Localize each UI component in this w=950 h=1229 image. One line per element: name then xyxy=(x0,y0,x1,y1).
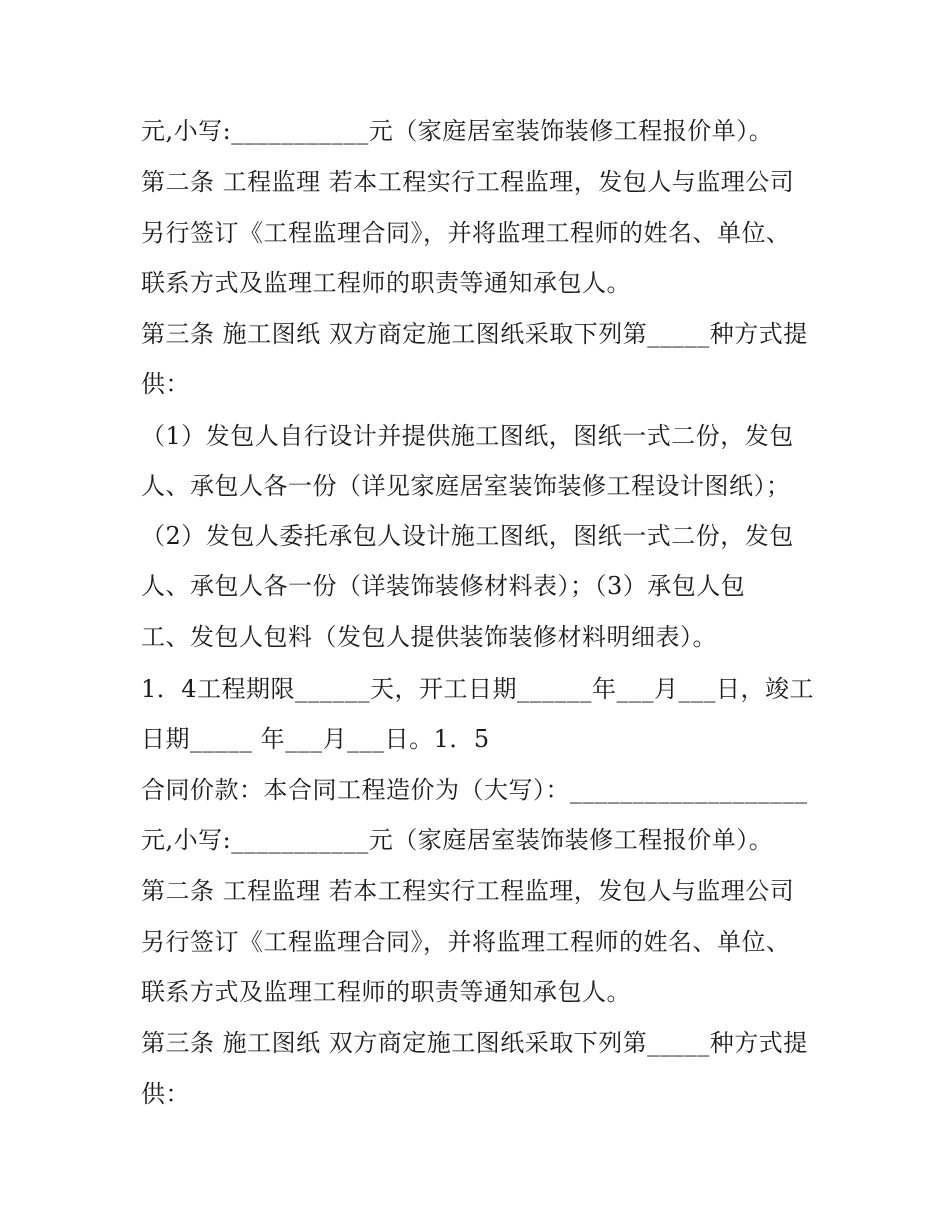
text-line: 1．4工程期限______天，开工日期______年___月___日，竣工 xyxy=(141,675,815,703)
text-line: 人、承包人各一份（详装饰装修材料表）；（3）承包人包 xyxy=(141,572,746,600)
text-line: 日期_____ 年___月___日。1．5 xyxy=(141,725,490,753)
text-line: 人、承包人各一份（详见家庭居室装饰装修工程设计图纸）； xyxy=(141,472,791,500)
text-line: 元,小写:___________元（家庭居室装饰装修工程报价单）。 xyxy=(141,826,774,854)
text-line: 第二条 工程监理 若本工程实行工程监理，发包人与监理公司 xyxy=(141,168,795,196)
text-line: （1）发包人自行设计并提供施工图纸，图纸一式二份，发包 xyxy=(141,422,794,450)
text-line: 另行签订《工程监理合同》，并将监理工程师的姓名、单位、 xyxy=(141,219,791,247)
text-line: 供： xyxy=(141,1080,190,1108)
text-line: 第三条 施工图纸 双方商定施工图纸采取下列第_____种方式提 xyxy=(141,1029,808,1057)
text-line: 联系方式及监理工程师的职责等通知承包人。 xyxy=(141,978,631,1006)
text-line: 工、发包人包料（发包人提供装饰装修材料明细表）。 xyxy=(141,623,717,651)
text-line: 另行签订《工程监理合同》，并将监理工程师的姓名、单位、 xyxy=(141,928,791,956)
text-line: 合同价款：本合同工程造价为（大写）：___________________ xyxy=(141,776,808,804)
text-line: 第三条 施工图纸 双方商定施工图纸采取下列第_____种方式提 xyxy=(141,320,808,348)
text-line: 第二条 工程监理 若本工程实行工程监理，发包人与监理公司 xyxy=(141,877,795,905)
text-line: （2）发包人委托承包人设计施工图纸，图纸一式二份，发包 xyxy=(141,522,794,550)
text-line: 供： xyxy=(141,370,190,398)
text-line: 元,小写:___________元（家庭居室装饰装修工程报价单）。 xyxy=(141,117,774,145)
text-line: 联系方式及监理工程师的职责等通知承包人。 xyxy=(141,269,631,297)
